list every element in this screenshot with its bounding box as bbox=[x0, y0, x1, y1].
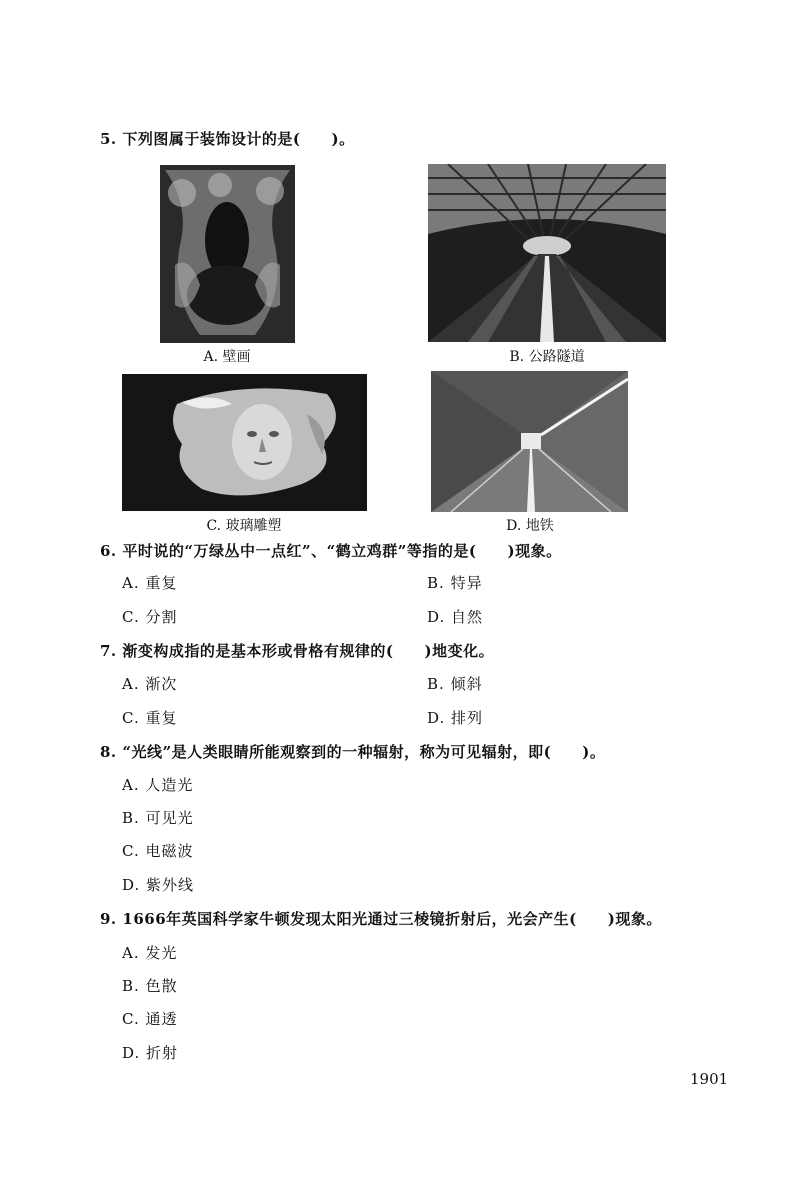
question-number: 7. bbox=[100, 642, 117, 660]
option-text: 重复 bbox=[145, 574, 178, 592]
question-6 bbox=[100, 540, 562, 561]
option-text: 重复 bbox=[145, 709, 178, 727]
option-8c bbox=[122, 840, 194, 861]
option-8d bbox=[122, 874, 194, 895]
option-letter: D. bbox=[427, 608, 446, 626]
option-text: 折射 bbox=[146, 1044, 179, 1062]
question-number: 5. bbox=[100, 130, 117, 148]
option-text: 排列 bbox=[451, 709, 484, 727]
question-text: “光线”是人类眼睛所能观察到的一种辐射，称为可见辐射，即( )。 bbox=[122, 743, 606, 761]
option-6b bbox=[427, 572, 483, 593]
caption-letter: D. bbox=[506, 518, 522, 534]
option-8a bbox=[122, 774, 193, 795]
option-letter: D. bbox=[122, 876, 141, 894]
caption-a bbox=[127, 346, 327, 366]
caption-text: 公路隧道 bbox=[528, 349, 585, 365]
option-letter: A. bbox=[122, 776, 140, 794]
option-letter: D. bbox=[427, 709, 446, 727]
caption-letter: A. bbox=[203, 349, 219, 365]
option-9a bbox=[122, 942, 177, 963]
option-letter: D. bbox=[122, 1044, 141, 1062]
option-letter: B. bbox=[427, 675, 445, 693]
subway-tunnel-image bbox=[431, 371, 628, 512]
option-7d bbox=[427, 707, 483, 728]
mural-image bbox=[160, 165, 295, 343]
question-number: 9. bbox=[100, 910, 117, 928]
option-6d bbox=[427, 606, 483, 627]
option-text: 电磁波 bbox=[145, 842, 194, 860]
question-text: 下列图属于装饰设计的是( )。 bbox=[122, 130, 355, 148]
question-7 bbox=[100, 640, 494, 661]
option-9b bbox=[122, 975, 178, 996]
option-7c bbox=[122, 707, 178, 728]
option-text: 渐次 bbox=[145, 675, 178, 693]
caption-letter: B. bbox=[509, 349, 525, 365]
question-number: 6. bbox=[100, 542, 117, 560]
option-letter: A. bbox=[122, 944, 140, 962]
option-text: 自然 bbox=[451, 608, 484, 626]
option-7a bbox=[122, 673, 177, 694]
caption-text: 地铁 bbox=[525, 518, 554, 534]
option-text: 特异 bbox=[450, 574, 483, 592]
question-8 bbox=[100, 741, 605, 762]
option-text: 倾斜 bbox=[450, 675, 483, 693]
option-letter: A. bbox=[122, 574, 140, 592]
option-6a bbox=[122, 572, 177, 593]
option-letter: B. bbox=[427, 574, 445, 592]
option-6c bbox=[122, 606, 178, 627]
option-letter: B. bbox=[122, 809, 140, 827]
option-letter: C. bbox=[122, 608, 140, 626]
option-letter: B. bbox=[122, 977, 140, 995]
option-text: 可见光 bbox=[145, 809, 194, 827]
question-5 bbox=[100, 128, 355, 149]
option-text: 色散 bbox=[145, 977, 178, 995]
option-9d bbox=[122, 1042, 178, 1063]
option-text: 发光 bbox=[145, 944, 178, 962]
page-number: 1901 bbox=[690, 1070, 729, 1088]
caption-c bbox=[144, 515, 344, 535]
caption-letter: C. bbox=[206, 518, 222, 534]
caption-text: 玻璃雕塑 bbox=[225, 518, 282, 534]
glass-sculpture-image bbox=[122, 374, 367, 511]
option-letter: C. bbox=[122, 842, 140, 860]
option-7b bbox=[427, 673, 483, 694]
option-letter: C. bbox=[122, 709, 140, 727]
option-letter: C. bbox=[122, 1010, 140, 1028]
option-text: 紫外线 bbox=[146, 876, 195, 894]
caption-b bbox=[447, 346, 647, 366]
option-9c bbox=[122, 1008, 178, 1029]
tunnel-vault-image bbox=[428, 164, 666, 342]
caption-d bbox=[430, 515, 630, 535]
question-9 bbox=[100, 908, 662, 929]
question-text: 渐变构成指的是基本形或骨格有规律的( )地变化。 bbox=[122, 642, 495, 660]
question-number: 8. bbox=[100, 743, 117, 761]
caption-text: 壁画 bbox=[222, 349, 251, 365]
option-letter: A. bbox=[122, 675, 140, 693]
question-text: 1666年英国科学家牛顿发现太阳光通过三棱镜折射后，光会产生( )现象。 bbox=[122, 910, 662, 928]
option-8b bbox=[122, 807, 194, 828]
question-text: 平时说的“万绿丛中一点红”、“鹤立鸡群”等指的是( )现象。 bbox=[122, 542, 562, 560]
option-text: 通透 bbox=[145, 1010, 178, 1028]
option-text: 人造光 bbox=[145, 776, 194, 794]
option-text: 分割 bbox=[145, 608, 178, 626]
